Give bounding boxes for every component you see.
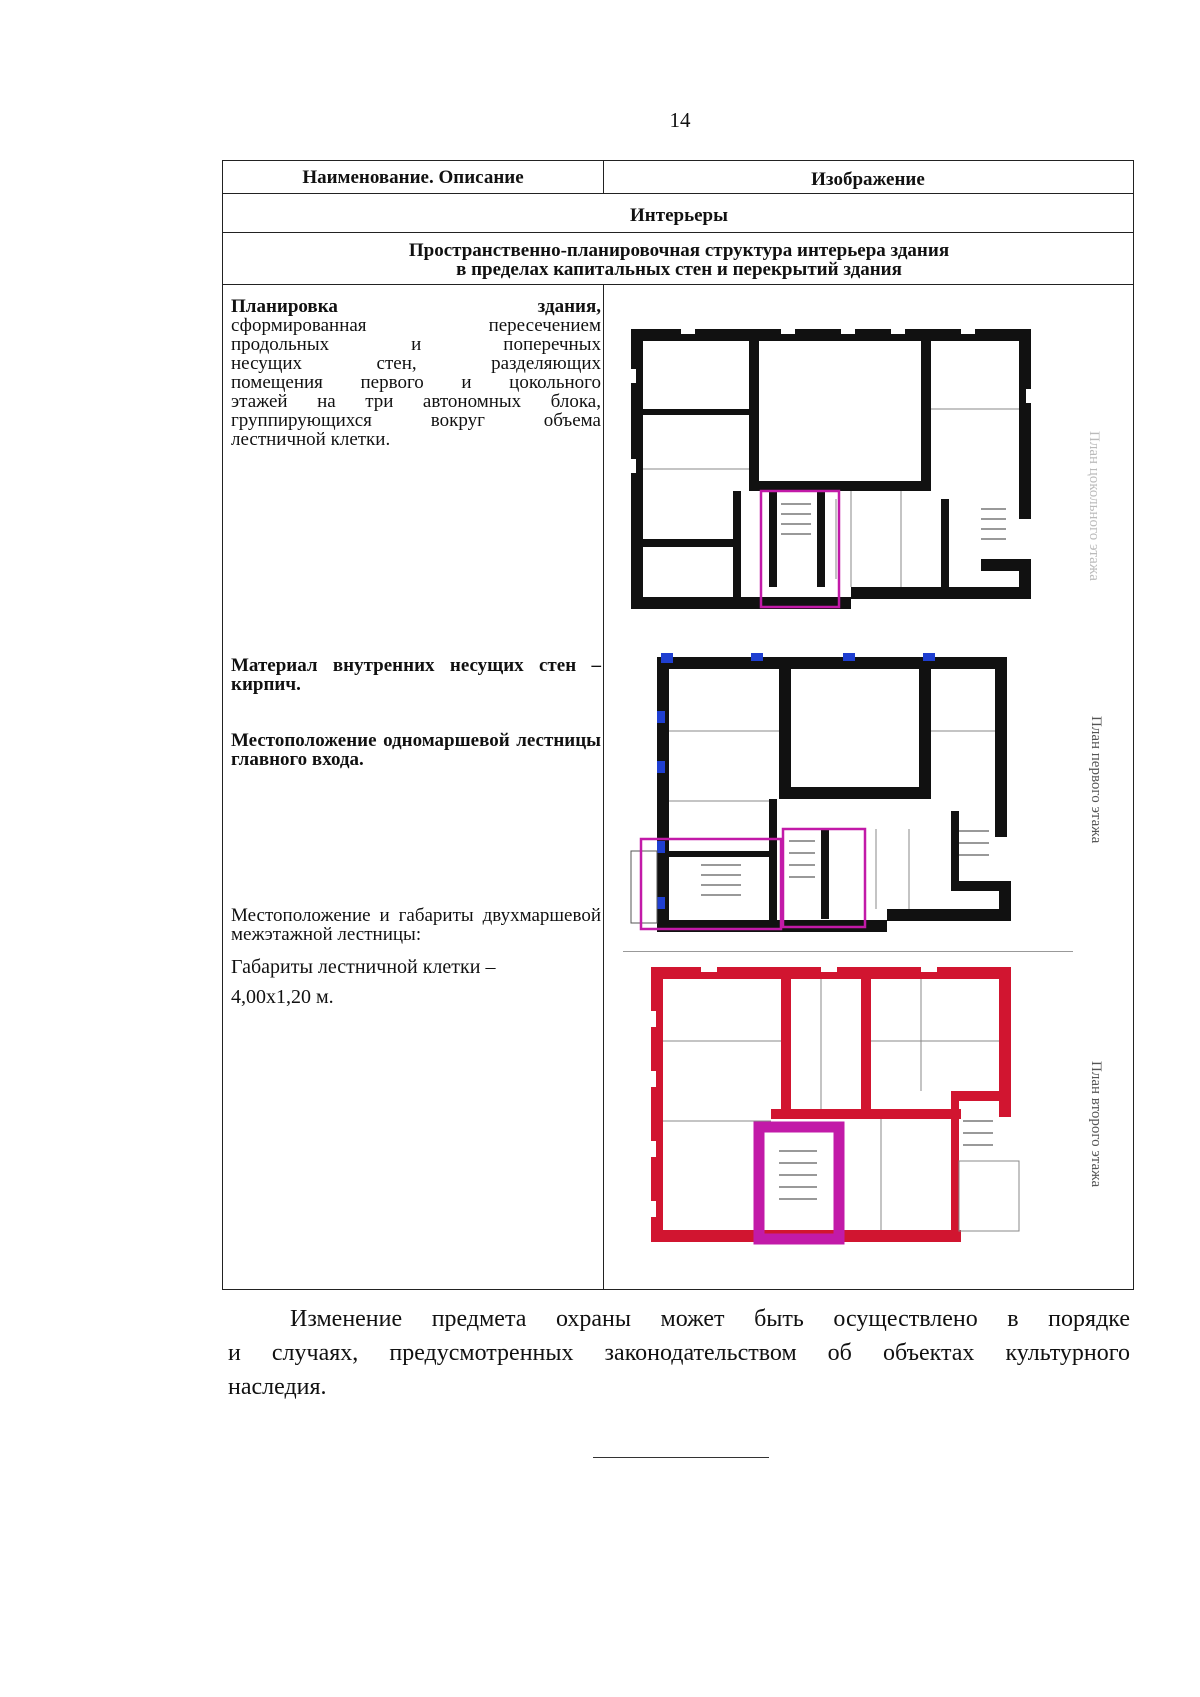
layout-line: этажей на три автономных блока,: [231, 391, 601, 412]
protection-table: [222, 160, 1134, 1290]
first-plan-caption: План первого этажа: [1088, 716, 1104, 844]
second-floor-plan: [621, 951, 1061, 1251]
page-number: 14: [669, 108, 691, 132]
staircase-detail-1: Габариты лестничной клетки –: [231, 956, 496, 978]
first-floor-plan: [621, 641, 1061, 941]
closing-line: наследия.: [228, 1374, 327, 1400]
basement-plan-caption: План цокольного этажа: [1086, 431, 1102, 581]
wall-material-description: Материал внутренних несущих стен – кирпич.: [231, 655, 601, 695]
basement-floor-plan: [621, 309, 1061, 619]
subsection-title-line1: Пространственно-планировочная структура интерьера здания: [408, 240, 950, 261]
closing-paragraph: [228, 1302, 1130, 1404]
end-separator: [593, 1457, 769, 1458]
col1-header: Наименование. Описание: [302, 167, 524, 188]
layout-line: помещения первого и цокольного: [231, 372, 601, 393]
section-rule: [223, 232, 1133, 233]
body-divider: [603, 284, 604, 1289]
section-title: Интерьеры: [630, 205, 728, 226]
subsection-rule: [223, 284, 1133, 285]
layout-line: лестничной клетки.: [231, 429, 391, 450]
closing-line: Изменение предмета охраны может быть осуществлено в порядке: [290, 1306, 1130, 1332]
layout-line: продольных и поперечных: [231, 334, 601, 355]
staircase-detail-2: 4,00х1,20 м.: [231, 986, 334, 1008]
staircase-title: Местоположение и габариты двухмаршевой межэтажной лестницы:: [231, 905, 601, 945]
staircase-description: [231, 906, 601, 1012]
layout-line: группирующихся вокруг объема: [231, 410, 601, 431]
col2-header: Изображение: [811, 169, 925, 190]
layout-line: несущих стен, разделяющих: [231, 353, 601, 374]
second-plan-caption: План второго этажа: [1088, 1061, 1104, 1188]
layout-line: сформированная пересечением: [231, 315, 601, 336]
layout-lead: Планировка здания,: [231, 296, 601, 317]
header-divider: [603, 161, 604, 193]
header-rule: [223, 193, 1133, 194]
layout-description: [231, 297, 601, 449]
main-stair-description: Местоположение одномаршевой лестницы главного входа.: [231, 730, 601, 770]
subsection-title-line2: в пределах капитальных стен и перекрытий здания: [456, 259, 902, 280]
closing-line: и случаях, предусмотренных законодательством об объектах культурного: [228, 1340, 1130, 1366]
